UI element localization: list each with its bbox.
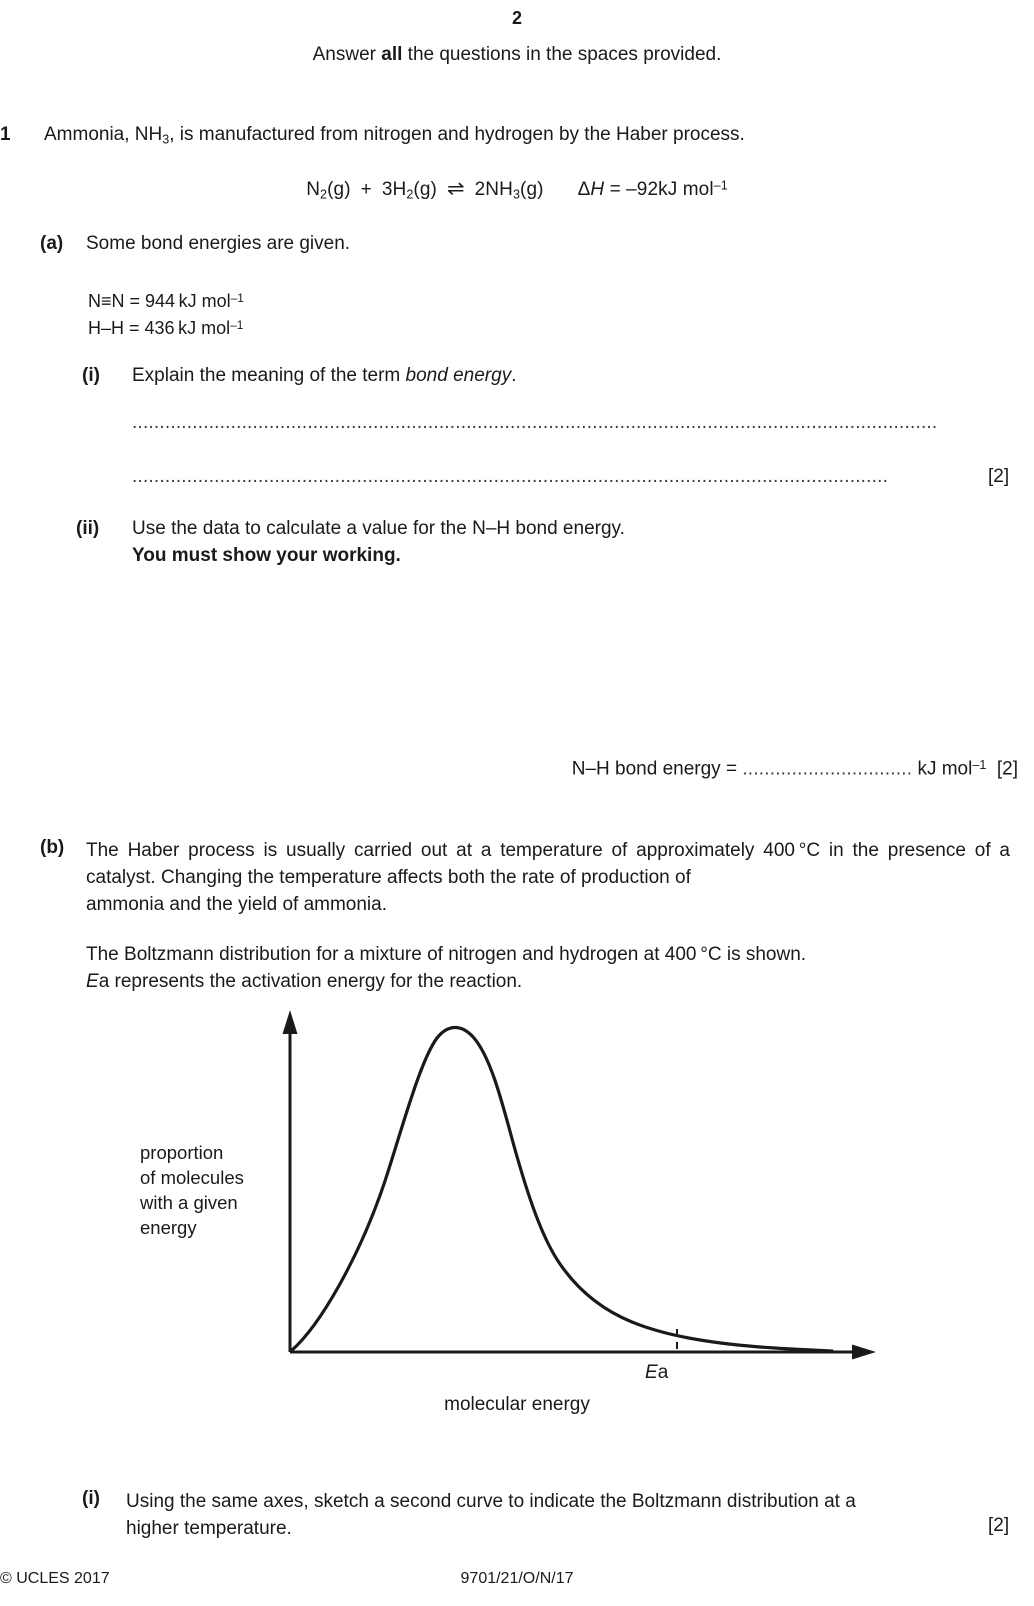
y-axis-label: [140, 1140, 310, 1240]
part-b-paragraph: [86, 837, 1010, 918]
bond-energy-nn-units-sup: –1: [230, 291, 244, 305]
instruction-bold: all: [381, 44, 403, 65]
part-b-paragraph-line-2: presence of a catalyst. Changing the temperature affects both the rate of production of: [86, 840, 1010, 888]
equation-product-state: (g): [520, 179, 544, 200]
part-a-ii-answer-line[interactable]: [0, 758, 1018, 781]
instruction-suffix: the questions in the spaces provided.: [402, 44, 722, 65]
y-axis-label-line-1: proportion: [140, 1142, 224, 1163]
instruction-prefix: Answer: [312, 44, 382, 65]
equation-product-subscript: 3: [512, 187, 521, 202]
part-a-i-marks: [2]: [988, 466, 1010, 487]
part-a-i-text-plain: Explain the meaning of the term: [132, 365, 406, 386]
enthalpy-symbol: H: [590, 179, 605, 200]
part-b-label: (b): [40, 837, 65, 858]
stem-subscript: 3: [162, 132, 170, 147]
y-axis-label-line-4: energy: [140, 1217, 197, 1238]
answer-prefix-label: N–H bond energy =: [571, 758, 743, 780]
boltzmann-intro-line-2: [86, 968, 1006, 995]
equation-reactant-2: 3H: [381, 179, 407, 200]
bond-energy-hh-units: kJ mol: [178, 318, 231, 339]
chemical-equation: [0, 176, 1034, 202]
enthalpy-units-superscript: –1: [713, 178, 728, 193]
part-a-i-text: [132, 365, 516, 387]
bond-energy-nn-units: kJ mol: [178, 291, 231, 312]
boltzmann-intro: [86, 941, 1006, 995]
ea-symbol-italic: E: [86, 971, 99, 992]
equation-plus: +: [360, 179, 372, 200]
part-a-ii-text: Use the data to calculate a value for the N–H bond energy.: [132, 518, 625, 539]
equation-reactant-1-state: (g): [327, 179, 351, 200]
ea-description: a represents the activation energy for the reaction.: [98, 971, 523, 992]
boltzmann-intro-line-1: The Boltzmann distribution for a mixture of nitrogen and hydrogen at 400 °C is shown.: [86, 944, 807, 965]
answer-dotted-line[interactable]: ..........................................................................................................................................: [132, 466, 889, 487]
part-a-ii-instruction-bold: You must show your working.: [132, 545, 401, 566]
bond-energy-item-nn: [88, 286, 244, 313]
equation-product: 2NH: [474, 179, 513, 200]
question-1-number: 1: [0, 124, 11, 145]
y-axis-label-line-2: of molecules: [140, 1167, 244, 1188]
part-a-ii-marks: [2]: [996, 758, 1018, 780]
boltzmann-curve: [291, 1028, 832, 1352]
part-a-i-label: (i): [82, 365, 100, 386]
answer-dots[interactable]: ...............................: [742, 758, 913, 780]
part-b-i-text-line-2: higher temperature.: [126, 1518, 292, 1539]
part-b-i-text-line-1: Using the same axes, sketch a second curve to indicate the Boltzmann distribution at a: [126, 1491, 856, 1512]
bond-energy-list: [88, 286, 244, 340]
question-1-stem: [44, 124, 1004, 147]
equation-reactant-1: N: [306, 179, 321, 200]
answer-instruction: [0, 44, 1034, 66]
page-number: 2: [511, 8, 522, 28]
x-axis: [290, 1345, 876, 1360]
x-axis-label: molecular energy: [444, 1394, 590, 1415]
stem-text-part1: Ammonia, NH: [44, 124, 163, 145]
bond-energy-hh-value: H–H = 436: [88, 318, 175, 339]
part-b-i-text: [126, 1488, 1010, 1542]
part-a-i-term-italic: bond energy: [405, 365, 512, 386]
footer-paper-code: 9701/21/O/N/17: [460, 1570, 574, 1587]
equation-reactant-2-subscript: 2: [406, 187, 414, 202]
equilibrium-arrow-icon: ⇌: [446, 177, 465, 200]
delta-symbol: Δ: [577, 179, 591, 200]
part-a-text: Some bond energies are given.: [86, 233, 351, 254]
answer-units-superscript: –1: [972, 758, 987, 772]
stem-text-part2: , is manufactured from nitrogen and hydrogen by the Haber process.: [169, 124, 745, 145]
ea-annotation-subscript-text: a: [657, 1362, 669, 1383]
footer-copyright: © UCLES 2017: [0, 1570, 110, 1587]
part-a-label: (a): [40, 233, 64, 254]
enthalpy-value: = –92: [604, 179, 659, 200]
y-axis-label-line-3: with a given: [140, 1192, 238, 1213]
part-b-i-marks: [2]: [988, 1515, 1010, 1536]
part-b-i-label: (i): [82, 1488, 100, 1509]
ea-axis-annotation: [645, 1362, 668, 1384]
answer-units: kJ mol: [912, 758, 973, 780]
equation-reactant-2-state: (g): [413, 179, 437, 200]
equation-reactant-1-subscript: 2: [320, 187, 328, 202]
part-b-paragraph-line-3: ammonia and the yield of ammonia.: [86, 894, 387, 915]
part-a-i-text-end: .: [511, 365, 517, 386]
bond-energy-nn-value: N≡N = 944: [88, 291, 176, 312]
ea-annotation-italic: E: [645, 1362, 658, 1383]
bond-energy-hh-units-sup: –1: [230, 318, 244, 333]
part-b-paragraph-line-1: The Haber process is usually carried out at a temperature of approximately 400 °C in the: [86, 840, 879, 861]
bond-energy-item-hh: [88, 313, 244, 340]
part-a-ii-label: (ii): [76, 518, 100, 539]
answer-dotted-line[interactable]: ...................................................................................................................................................: [132, 412, 938, 433]
enthalpy-units: kJ mol: [658, 179, 714, 200]
